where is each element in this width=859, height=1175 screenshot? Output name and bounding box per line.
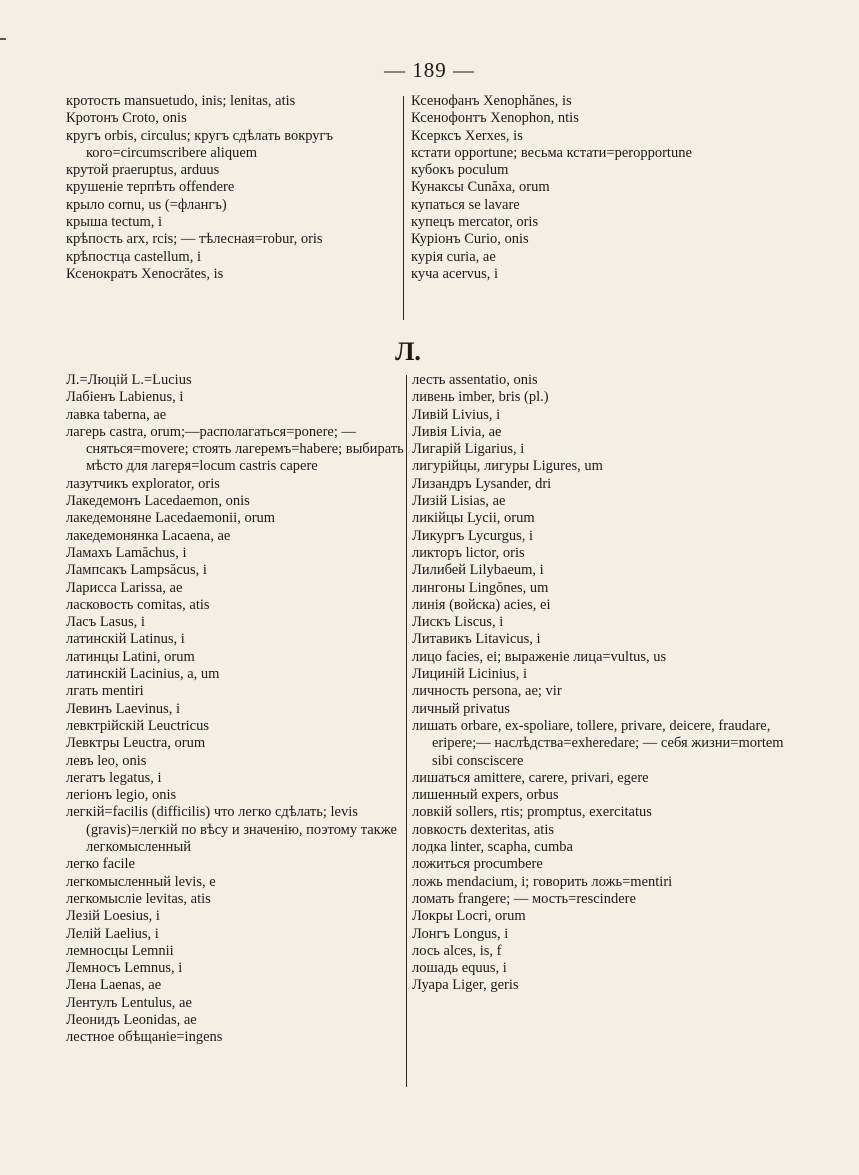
- column-bottom-right: [412, 372, 784, 995]
- section-heading: Л.: [395, 337, 421, 366]
- dictionary-entry: Лампсакъ Lampsăcus, i: [66, 562, 207, 579]
- dictionary-entry: легатъ legatus, i: [66, 769, 162, 786]
- dictionary-entry: лакедемонянка Lacaena, ae: [66, 527, 231, 544]
- dictionary-entry: Кротонъ Croto, onis: [66, 110, 187, 127]
- dictionary-entry: лишенный expers, orbus: [412, 787, 559, 804]
- dictionary-entry: ласковость comitas, atis: [66, 596, 210, 613]
- dictionary-entry: крушеніе терпѣть offendere: [66, 179, 235, 196]
- dictionary-entry: купаться se lavare: [411, 196, 520, 213]
- column-divider-bottom: [406, 375, 407, 1087]
- dictionary-entry: Ксерксъ Xerxes, is: [411, 127, 523, 144]
- dictionary-entry: Левктры Leuctra, orum: [66, 735, 206, 752]
- dictionary-entry: Локры Locri, orum: [412, 908, 526, 925]
- dictionary-entry: лодка linter, scapha, cumba: [412, 839, 573, 856]
- dictionary-entry: Лабіенъ Labienus, i: [66, 389, 184, 406]
- dictionary-entry: куча acervus, i: [411, 265, 498, 282]
- dictionary-entry: Лемносъ Lemnus, i: [66, 960, 183, 977]
- dictionary-entry: лось alces, is, f: [412, 942, 502, 959]
- dictionary-entry: Ксенократъ Xenocrătes, is: [66, 265, 224, 282]
- dictionary-entry: Л.=Люцій L.=Lucius: [66, 372, 192, 388]
- dictionary-entry: лингоны Lingŏnes, um: [412, 579, 549, 596]
- dictionary-entry: Левинъ Laevinus, i: [66, 700, 181, 717]
- dictionary-entry: Лизандръ Lysander, dri: [412, 475, 552, 492]
- dictionary-entry: легкомысленный levis, e: [66, 873, 216, 890]
- dictionary-entry: Ларисса Larissa, ae: [66, 579, 183, 596]
- dictionary-entry: ликійцы Lycii, orum: [412, 510, 535, 527]
- dictionary-entry: ликторъ lictor, oris: [412, 544, 525, 561]
- dictionary-entry: Кунаксы Cunăxa, orum: [411, 179, 550, 196]
- dictionary-entry: кстати opportune; весьма кстати=peropportune: [411, 144, 692, 161]
- dictionary-entry: Лелій Laelius, i: [66, 925, 159, 942]
- dictionary-entry: ливень imber, bris (pl.): [412, 389, 549, 406]
- dictionary-entry: крѣпостца castellum, i: [66, 248, 201, 265]
- dictionary-entry: крутой praeruptus, arduus: [66, 162, 220, 179]
- dictionary-entry: Ливій Livius, i: [412, 406, 501, 423]
- dictionary-entry: Ликургъ Lycurgus, i: [412, 527, 533, 544]
- column-top-left: [66, 93, 396, 283]
- column-top-right: [411, 93, 741, 283]
- dictionary-entry: Ласъ Lasus, i: [66, 614, 145, 631]
- dictionary-entry: Литавикъ Litavicus, i: [412, 631, 541, 648]
- dictionary-entry: легкомысліе levitas, atis: [66, 890, 211, 907]
- dictionary-entry: Ливія Livia, ae: [412, 423, 502, 440]
- dictionary-entry: Лонгъ Longus, i: [412, 925, 509, 942]
- dictionary-entry: Лентулъ Lentulus, ae: [66, 994, 192, 1011]
- dictionary-entry: Куріонъ Curio, onis: [411, 231, 529, 248]
- dictionary-entry: лгать mentiri: [66, 683, 144, 700]
- dictionary-entry: Лакедемонъ Lacedaemon, onis: [66, 493, 250, 510]
- dictionary-entry: лестное обѣщаніе=ingens: [66, 1029, 223, 1046]
- dictionary-entry: Лизій Lisias, ae: [412, 493, 506, 510]
- dictionary-entry: лигурійцы, лигуры Ligures, um: [412, 458, 603, 475]
- dictionary-entry: лемносцы Lemnii: [66, 942, 174, 959]
- dictionary-entry: крѣпость arx, rcis; — тѣлесная=robur, oris: [66, 231, 323, 248]
- dictionary-entry: ложиться procumbere: [412, 856, 543, 873]
- dictionary-entry: левктрійскій Leuctricus: [66, 717, 210, 734]
- dictionary-entry: Лена Laenas, ae: [66, 977, 162, 994]
- dictionary-entry: лишаться amittere, carere, privari, egere: [412, 769, 649, 786]
- dictionary-entry: ломать frangere; — мость=rescindere: [412, 890, 636, 907]
- dictionary-entry: купецъ mercator, oris: [411, 214, 539, 231]
- dictionary-entry: легкій=facilis (difficilis) что легко сдѣлать; levis (gravis)=легкій по вѣсу и значенію, поэтому также легкомысленный: [66, 804, 397, 856]
- dictionary-entry: кубокъ poculum: [411, 162, 509, 179]
- dictionary-entry: лишать orbare, ex-spoliare, tollere, privare, deicere, fraudare, eripere;— наслѣдства=exheredare; — себя жизни=mortem sibi consciscere: [412, 717, 784, 769]
- dictionary-entry: лазутчикъ explorator, oris: [66, 475, 220, 492]
- dictionary-entry: лавка taberna, ae: [66, 406, 167, 423]
- dictionary-entry: ложь mendacium, i; говорить ложь=mentiri: [412, 873, 673, 890]
- dictionary-entry: легко facile: [66, 856, 135, 873]
- dictionary-entry: линія (войска) acies, ei: [412, 596, 551, 613]
- column-bottom-left: [66, 372, 406, 1047]
- dictionary-entry: ловкость dexteritas, atis: [412, 821, 555, 838]
- dictionary-entry: левъ leo, onis: [66, 752, 147, 769]
- dictionary-entry: Ксенофонтъ Xenophon, ntis: [411, 110, 579, 127]
- dictionary-entry: Лискъ Liscus, i: [412, 614, 504, 631]
- dictionary-entry: лошадь equus, i: [412, 960, 507, 977]
- dictionary-entry: лицо facies, ei; выраженіе лица=vultus, us: [412, 648, 667, 665]
- column-divider-top: [403, 96, 404, 320]
- dictionary-entry: Ламахъ Lamăchus, i: [66, 544, 187, 561]
- dictionary-entry: Лилибей Lilybaeum, i: [412, 562, 544, 579]
- dictionary-entry: лесть assentatio, onis: [412, 372, 538, 388]
- dictionary-entry: крыло cornu, us (=флангъ): [66, 196, 227, 213]
- dictionary-entry: Ксенофанъ Xenophănes, is: [411, 93, 572, 109]
- dictionary-entry: лагерь castra, orum;—располагаться=ponere; — сняться=movere; стоять лагеремъ=habere; выбирать мѣсто для лагеря=locum castris capere: [66, 423, 404, 475]
- dictionary-entry: курія curia, ae: [411, 248, 496, 265]
- dictionary-entry: легіонъ legio, onis: [66, 787, 177, 804]
- dictionary-entry: Леонидъ Leonidas, ae: [66, 1011, 197, 1028]
- dictionary-entry: Лициній Licinius, i: [412, 666, 528, 683]
- dictionary-entry: кротость mansuetudo, inis; lenitas, atis: [66, 93, 296, 109]
- dictionary-entry: Лигарій Ligarius, i: [412, 441, 525, 458]
- page-number: — 189 —: [384, 58, 475, 82]
- dictionary-entry: Луара Liger, geris: [412, 977, 519, 994]
- page-edge-mark: [0, 38, 6, 40]
- dictionary-entry: личный privatus: [412, 700, 510, 717]
- dictionary-entry: латинскій Lacinius, a, um: [66, 666, 220, 683]
- dictionary-entry: крыша tectum, i: [66, 214, 162, 231]
- dictionary-entry: кругъ orbis, circulus; кругъ сдѣлать вокругъ кого=circumscribere aliquem: [66, 127, 334, 161]
- dictionary-entry: ловкій sollers, rtis; promptus, exercitatus: [412, 804, 652, 821]
- dictionary-entry: Лезій Loesius, i: [66, 908, 160, 925]
- dictionary-entry: латинскій Latinus, i: [66, 631, 185, 648]
- dictionary-entry: латинцы Latini, orum: [66, 648, 195, 665]
- dictionary-entry: личность persona, ae; vir: [412, 683, 562, 700]
- dictionary-entry: лакедемоняне Lacedaemonii, orum: [66, 510, 276, 527]
